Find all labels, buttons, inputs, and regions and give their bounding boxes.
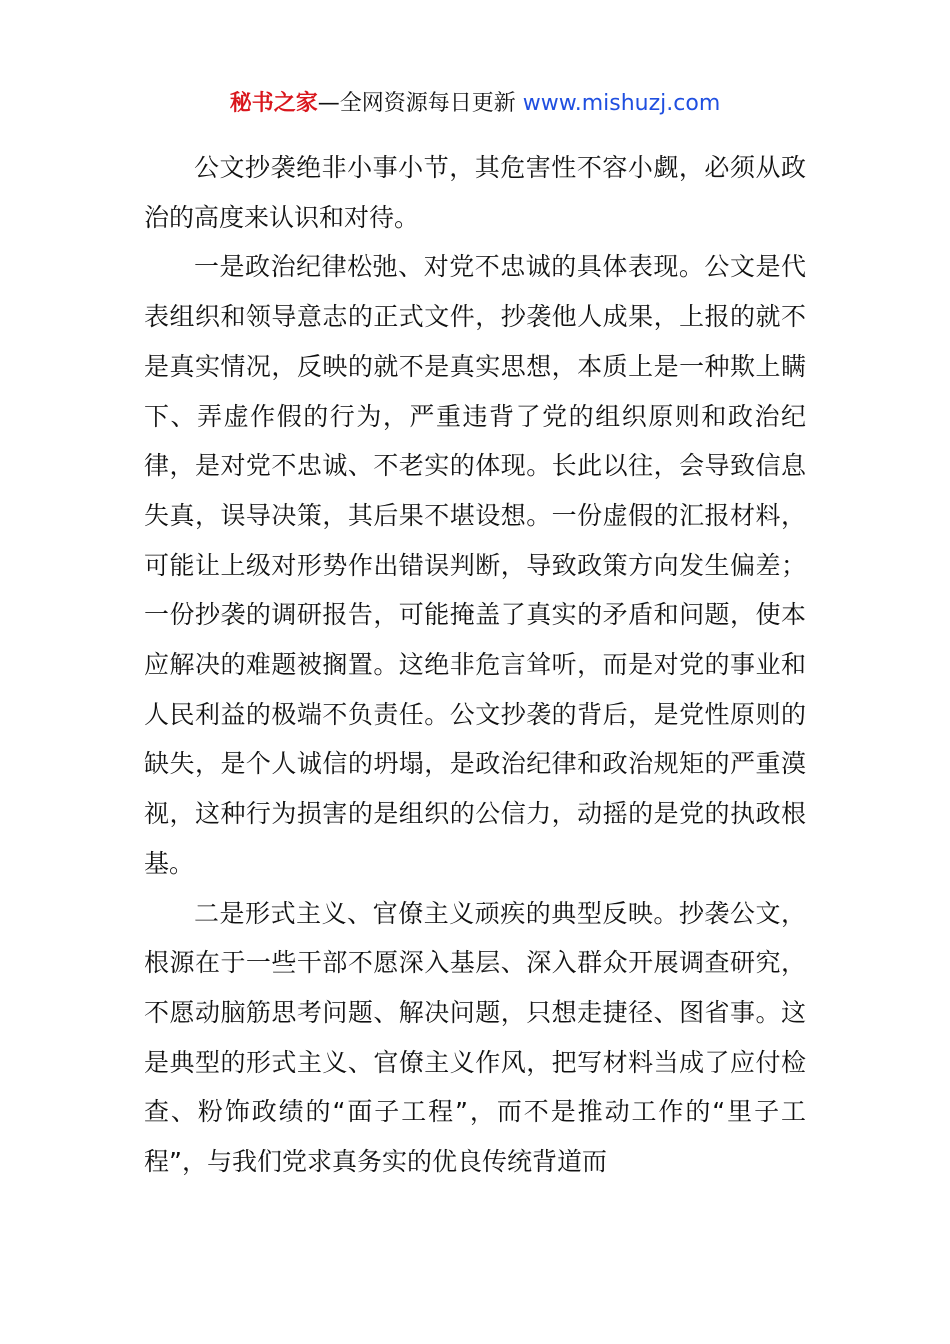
- document-body: [144, 143, 806, 1187]
- site-brand: 秘书之家: [229, 91, 318, 116]
- site-url-link[interactable]: www.mishuzj.com: [522, 91, 721, 116]
- site-header: [0, 86, 950, 122]
- paragraph-point-one: 一是政治纪律松弛、对党不忠诚的具体表现。公文是代表组织和领导意志的正式文件，抄袭他人成果，上报的就不是真实情况，反映的就不是真实思想，本质上是一种欺上瞒下、弄虚作假的行为，严重违背了党的组织原则和政治纪律，是对党不忠诚、不老实的体现。长此以往，会导致信息失真，误导决策，其后果不堪设想。一份虚假的汇报材料，可能让上级对形势作出错误判断，导致政策方向发生偏差；一份抄袭的调研报告，可能掩盖了真实的矛盾和问题，使本应解决的难题被搁置。这绝非危言耸听，而是对党的事业和人民利益的极端不负责任。公文抄袭的背后，是党性原则的缺失，是个人诚信的坍塌，是政治纪律和政治规矩的严重漠视，这种行为损害的是组织的公信力，动摇的是党的执政根基。: [144, 252, 806, 878]
- paragraph-intro: 公文抄袭绝非小事小节，其危害性不容小觑，必须从政治的高度来认识和对待。: [144, 153, 806, 232]
- site-tagline: —全网资源每日更新: [317, 91, 523, 116]
- paragraph-point-two: 二是形式主义、官僚主义顽疾的典型反映。抄袭公文，根源在于一些干部不愿深入基层、深入群众开展调查研究，不愿动脑筋思考问题、解决问题，只想走捷径、图省事。这是典型的形式主义、官僚主义作风，把写材料当成了应付检查、粉饰政绩的“面子工程”，而不是推动工作的“里子工程”，与我们党求真务实的优良传统背道而: [144, 898, 806, 1177]
